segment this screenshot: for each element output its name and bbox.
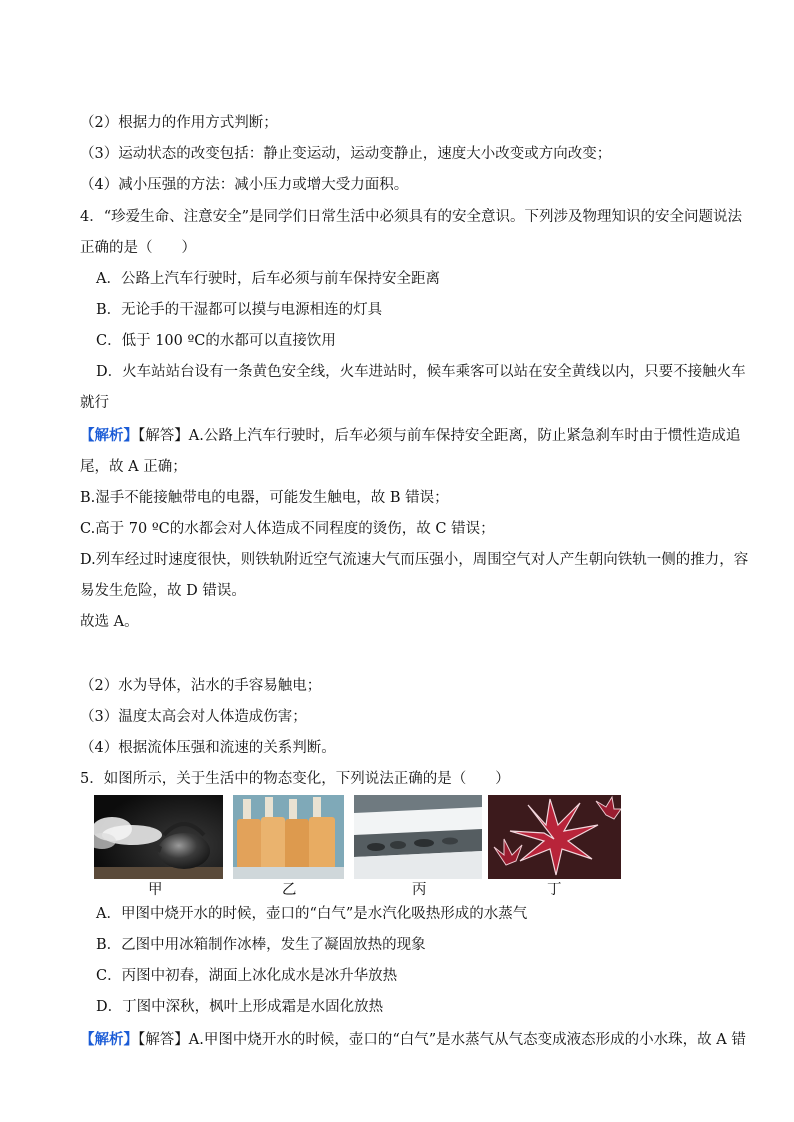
option-a: A．甲图中烧开水的时候，壶口的“白气”是水汽化吸热形成的水蒸气 — [96, 906, 528, 922]
answer-text: 【解答】A.公路上汽车行驶时，后车必须与前车保持安全距离，防止紧急刹车时由于惯性造成追 — [138, 428, 741, 444]
figure-frost-leaf-image — [488, 795, 621, 879]
note-line: （3）温度太高会对人体造成伤害； — [80, 709, 307, 725]
answer-line: D.列车经过时速度很快，则铁轨附近空气流速大气而压强小，周围空气对人产生朝向铁轨一侧的推力，容 — [80, 552, 749, 568]
answer-line — [80, 1030, 746, 1050]
figure-caption: 丁 — [547, 882, 562, 898]
figure-lake-image — [354, 795, 482, 879]
option-b: B．无论手的干湿都可以摸与电源相连的灯具 — [96, 302, 383, 318]
figure-caption: 丙 — [412, 882, 427, 898]
question-stem: 4．“珍爱生命、注意安全”是同学们日常生活中必须具有的安全意识。下列涉及物理知识的安全问题说法 — [80, 209, 743, 225]
option-c: C．低于 100 ºC的水都可以直接饮用 — [96, 333, 336, 349]
figure-kettle-image — [94, 795, 223, 879]
answer-line: 尾，故 A 正确； — [80, 459, 187, 475]
answer-line: 易发生危险，故 D 错误。 — [80, 583, 246, 599]
option-d: D．火车站站台设有一条黄色安全线，火车进站时，候车乘客可以站在安全黄线以内，只要不接触火车 — [96, 364, 746, 380]
figure-caption: 甲 — [148, 882, 163, 898]
note-line: （4）减小压强的方法：减小压力或增大受力面积。 — [80, 177, 409, 193]
answer-text: 【解答】A.甲图中烧开水的时候，壶口的“白气”是水蒸气从气态变成液态形成的小水珠，故 A 错 — [138, 1032, 746, 1048]
question-stem: 正确的是（ ） — [80, 240, 196, 256]
option-c: C．丙图中初春，湖面上冰化成水是冰升华放热 — [96, 968, 398, 984]
note-line: （2）水为导体，沾水的手容易触电； — [80, 678, 322, 694]
note-line: （3）运动状态的改变包括：静止变运动，运动变静止，速度大小改变或方向改变； — [80, 146, 612, 162]
figure-popsicle-image — [233, 795, 344, 879]
note-line: （2）根据力的作用方式判断； — [80, 115, 278, 131]
question-stem: 5．如图所示，关于生活中的物态变化，下列说法正确的是（ ） — [80, 771, 510, 787]
note-line: （4）根据流体压强和流速的关系判断。 — [80, 740, 336, 756]
answer-line — [80, 426, 740, 446]
figure-caption: 乙 — [282, 882, 297, 898]
option-a: A．公路上汽车行驶时，后车必须与前车保持安全距离 — [96, 271, 440, 287]
answer-line: B.湿手不能接触带电的电器，可能发生触电，故 B 错误； — [80, 490, 449, 506]
option-d: 就行 — [80, 395, 109, 411]
answer-line: C.高于 70 ºC的水都会对人体造成不同程度的烫伤，故 C 错误； — [80, 521, 495, 537]
answer-line: 故选 A。 — [80, 614, 139, 630]
option-d: D．丁图中深秋，枫叶上形成霜是水固化放热 — [96, 999, 384, 1015]
analysis-tag: 【解析】 — [80, 427, 138, 444]
option-b: B．乙图中用冰箱制作冰棒，发生了凝固放热的现象 — [96, 937, 426, 953]
analysis-tag: 【解析】 — [80, 1031, 138, 1048]
